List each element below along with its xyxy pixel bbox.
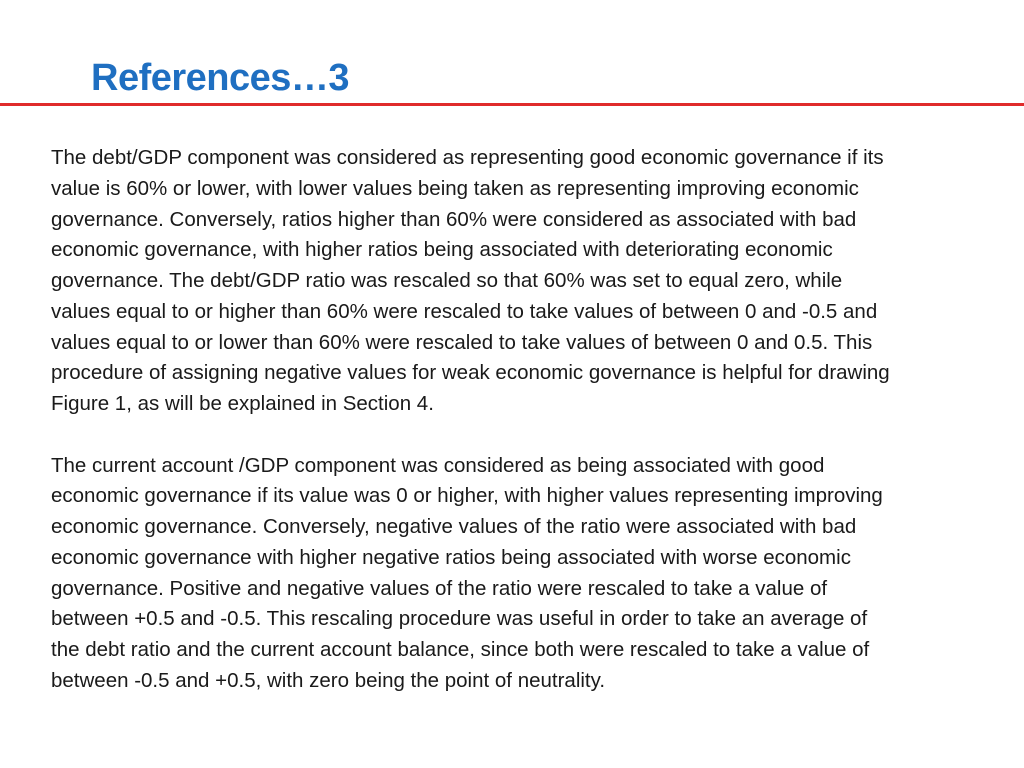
slide-title: References…3	[91, 57, 350, 99]
title-divider	[0, 103, 1024, 106]
paragraph-current-account: The current account /GDP component was considered as being associated with good economic governance if its value was 0 or higher, with higher values representing improving economic governance. Conversely, negative values of the ratio were associated with bad economic governance with higher negative ratios being associated with worse economic governance. Positive and negative values of the ratio were rescaled to take a value of between +0.5 and -0.5. This rescaling procedure was useful in order to take an average of the debt ratio and the current account balance, since both were rescaled to take a value of between -0.5 and +0.5, with zero being the point of neutrality.	[51, 453, 883, 692]
paragraph-debt-gdp: The debt/GDP component was considered as representing good economic governance if its value is 60% or lower, with lower values being taken as representing improving economic governance. Conversely, ratios higher than 60% were considered as associated with bad economic governance, with higher ratios being associated with deteriorating economic governance. The debt/GDP ratio was rescaled so that 60% was set to equal zero, while values equal to or higher than 60% were rescaled to take values of between 0 and -0.5 and values equal to or lower than 60% were rescaled to take values of between 0 and 0.5. This procedure of assigning negative values for weak economic governance is helpful for drawing Figure 1, as will be explained in Section 4.	[51, 146, 890, 415]
slide-body	[51, 143, 1017, 697]
